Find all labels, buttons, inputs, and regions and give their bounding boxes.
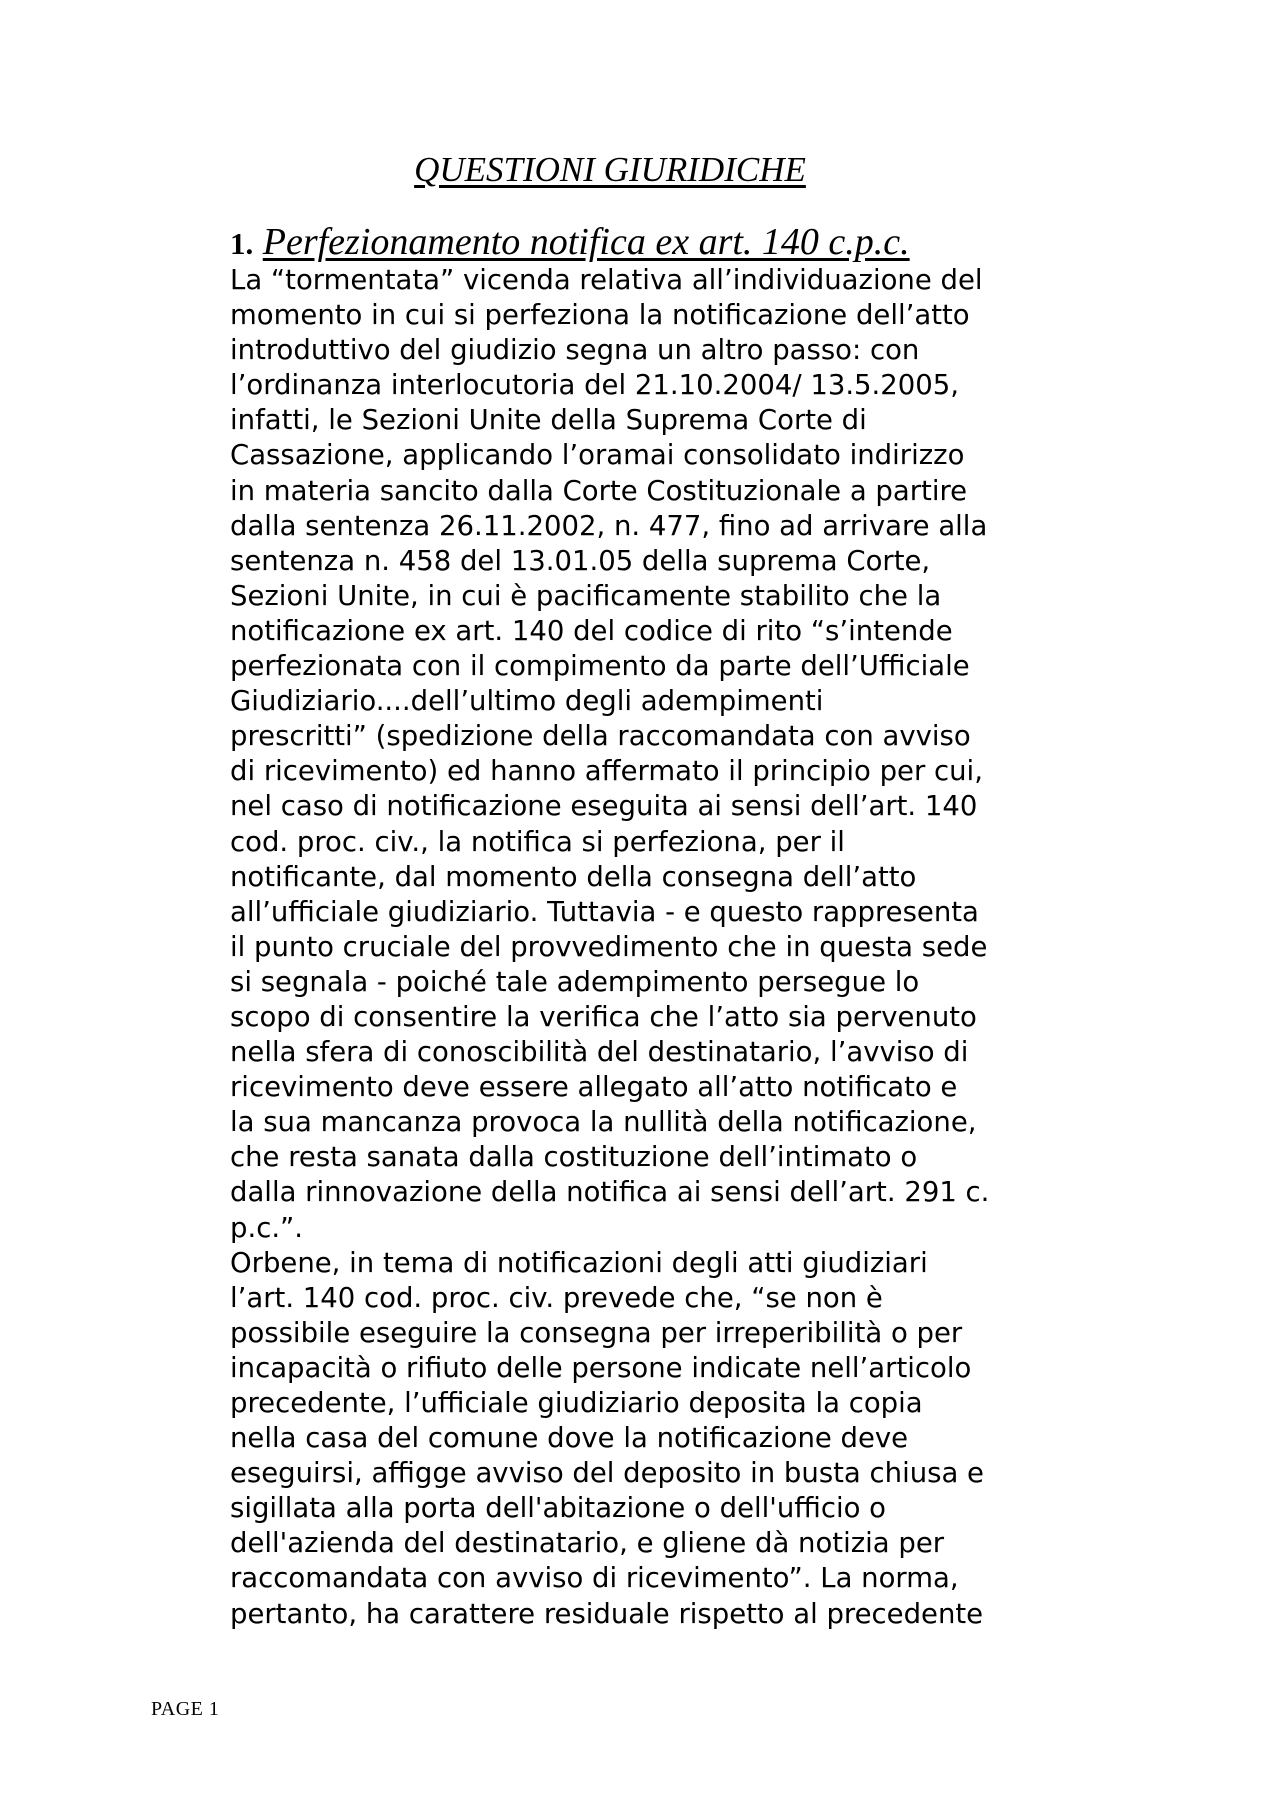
section-title: Perfezionamento notifica ex art. 140 c.p.c. [262,221,910,263]
section-heading [230,220,910,264]
page-number-footer: PAGE 1 [151,1698,220,1720]
body-text [230,263,1069,1632]
document-title: QUESTIONI GIURIDICHE [414,150,806,189]
paragraph-2: Orbene, in tema di notificazioni degli atti giudiziari l’art. 140 cod. proc. civ. prevede che, “se non è possibile eseguire la consegna per irreperibilità o per incapacità o rifiuto delle persone indicate nell’articolo precedente, l’ufficiale giudiziario deposita la copia nella casa del comune dove la notificazione deve eseguirsi, affigge avviso del deposito in busta chiusa e sigillata alla porta dell'abitazione o dell'ufficio o dell'azienda del destinatario, e gliene dà notizia per raccomandata con avviso di ricevimento”. La norma, pertanto, ha carattere residuale rispetto al precedente [230,1246,984,1630]
section-number: 1. [230,226,254,261]
paragraph-1: La “tormentata” vicenda relativa all’individuazione del momento in cui si perfeziona la notificazione dell’atto introduttivo del giudizio segna un altro passo: con l’ordinanza interlocutoria del 21.10.2004/ 13.5.2005, infatti, le Sezioni Unite della Suprema Corte di Cassazione, applicando l’oramai consolidato indirizzo in materia sancito dalla Corte Costituzionale a partire dalla sentenza 26.11.2002, n. 477, fino ad arrivare alla sentenza n. 458 del 13.01.05 della suprema Corte, Sezioni Unite, in cui è pacificamente stabilito che la notificazione ex art. 140 del codice di rito “s’intende perfezionata con il compimento da parte dell’Ufficiale Giudiziario....dell’ultimo degli adempimenti prescritti” (spedizione della raccomandata con avviso di ricevimento) ed hanno affermato il principio per cui, nel caso di notificazione eseguita ai sensi dell’art. 140 cod. proc. civ., la notifica si perfeziona, per il notificante, dal momento della consegna dell’atto all’ufficiale giudiziario. Tuttavia - e questo rappresenta il punto cruciale del provvedimento che in questa sede si segnala - poiché tale adempimento persegue lo scopo di consentire la verifica che l’atto sia pervenuto nella sfera di conoscibilità del destinatario, l’avviso di ricevimento deve essere allegato all’atto notificato e la sua mancanza provoca la nullità della notificazione, che resta sanata dalla costituzione dell’intimato o dalla rinnovazione della notifica ai sensi dell’art. 291 c. p.c.”. [230,264,990,1244]
